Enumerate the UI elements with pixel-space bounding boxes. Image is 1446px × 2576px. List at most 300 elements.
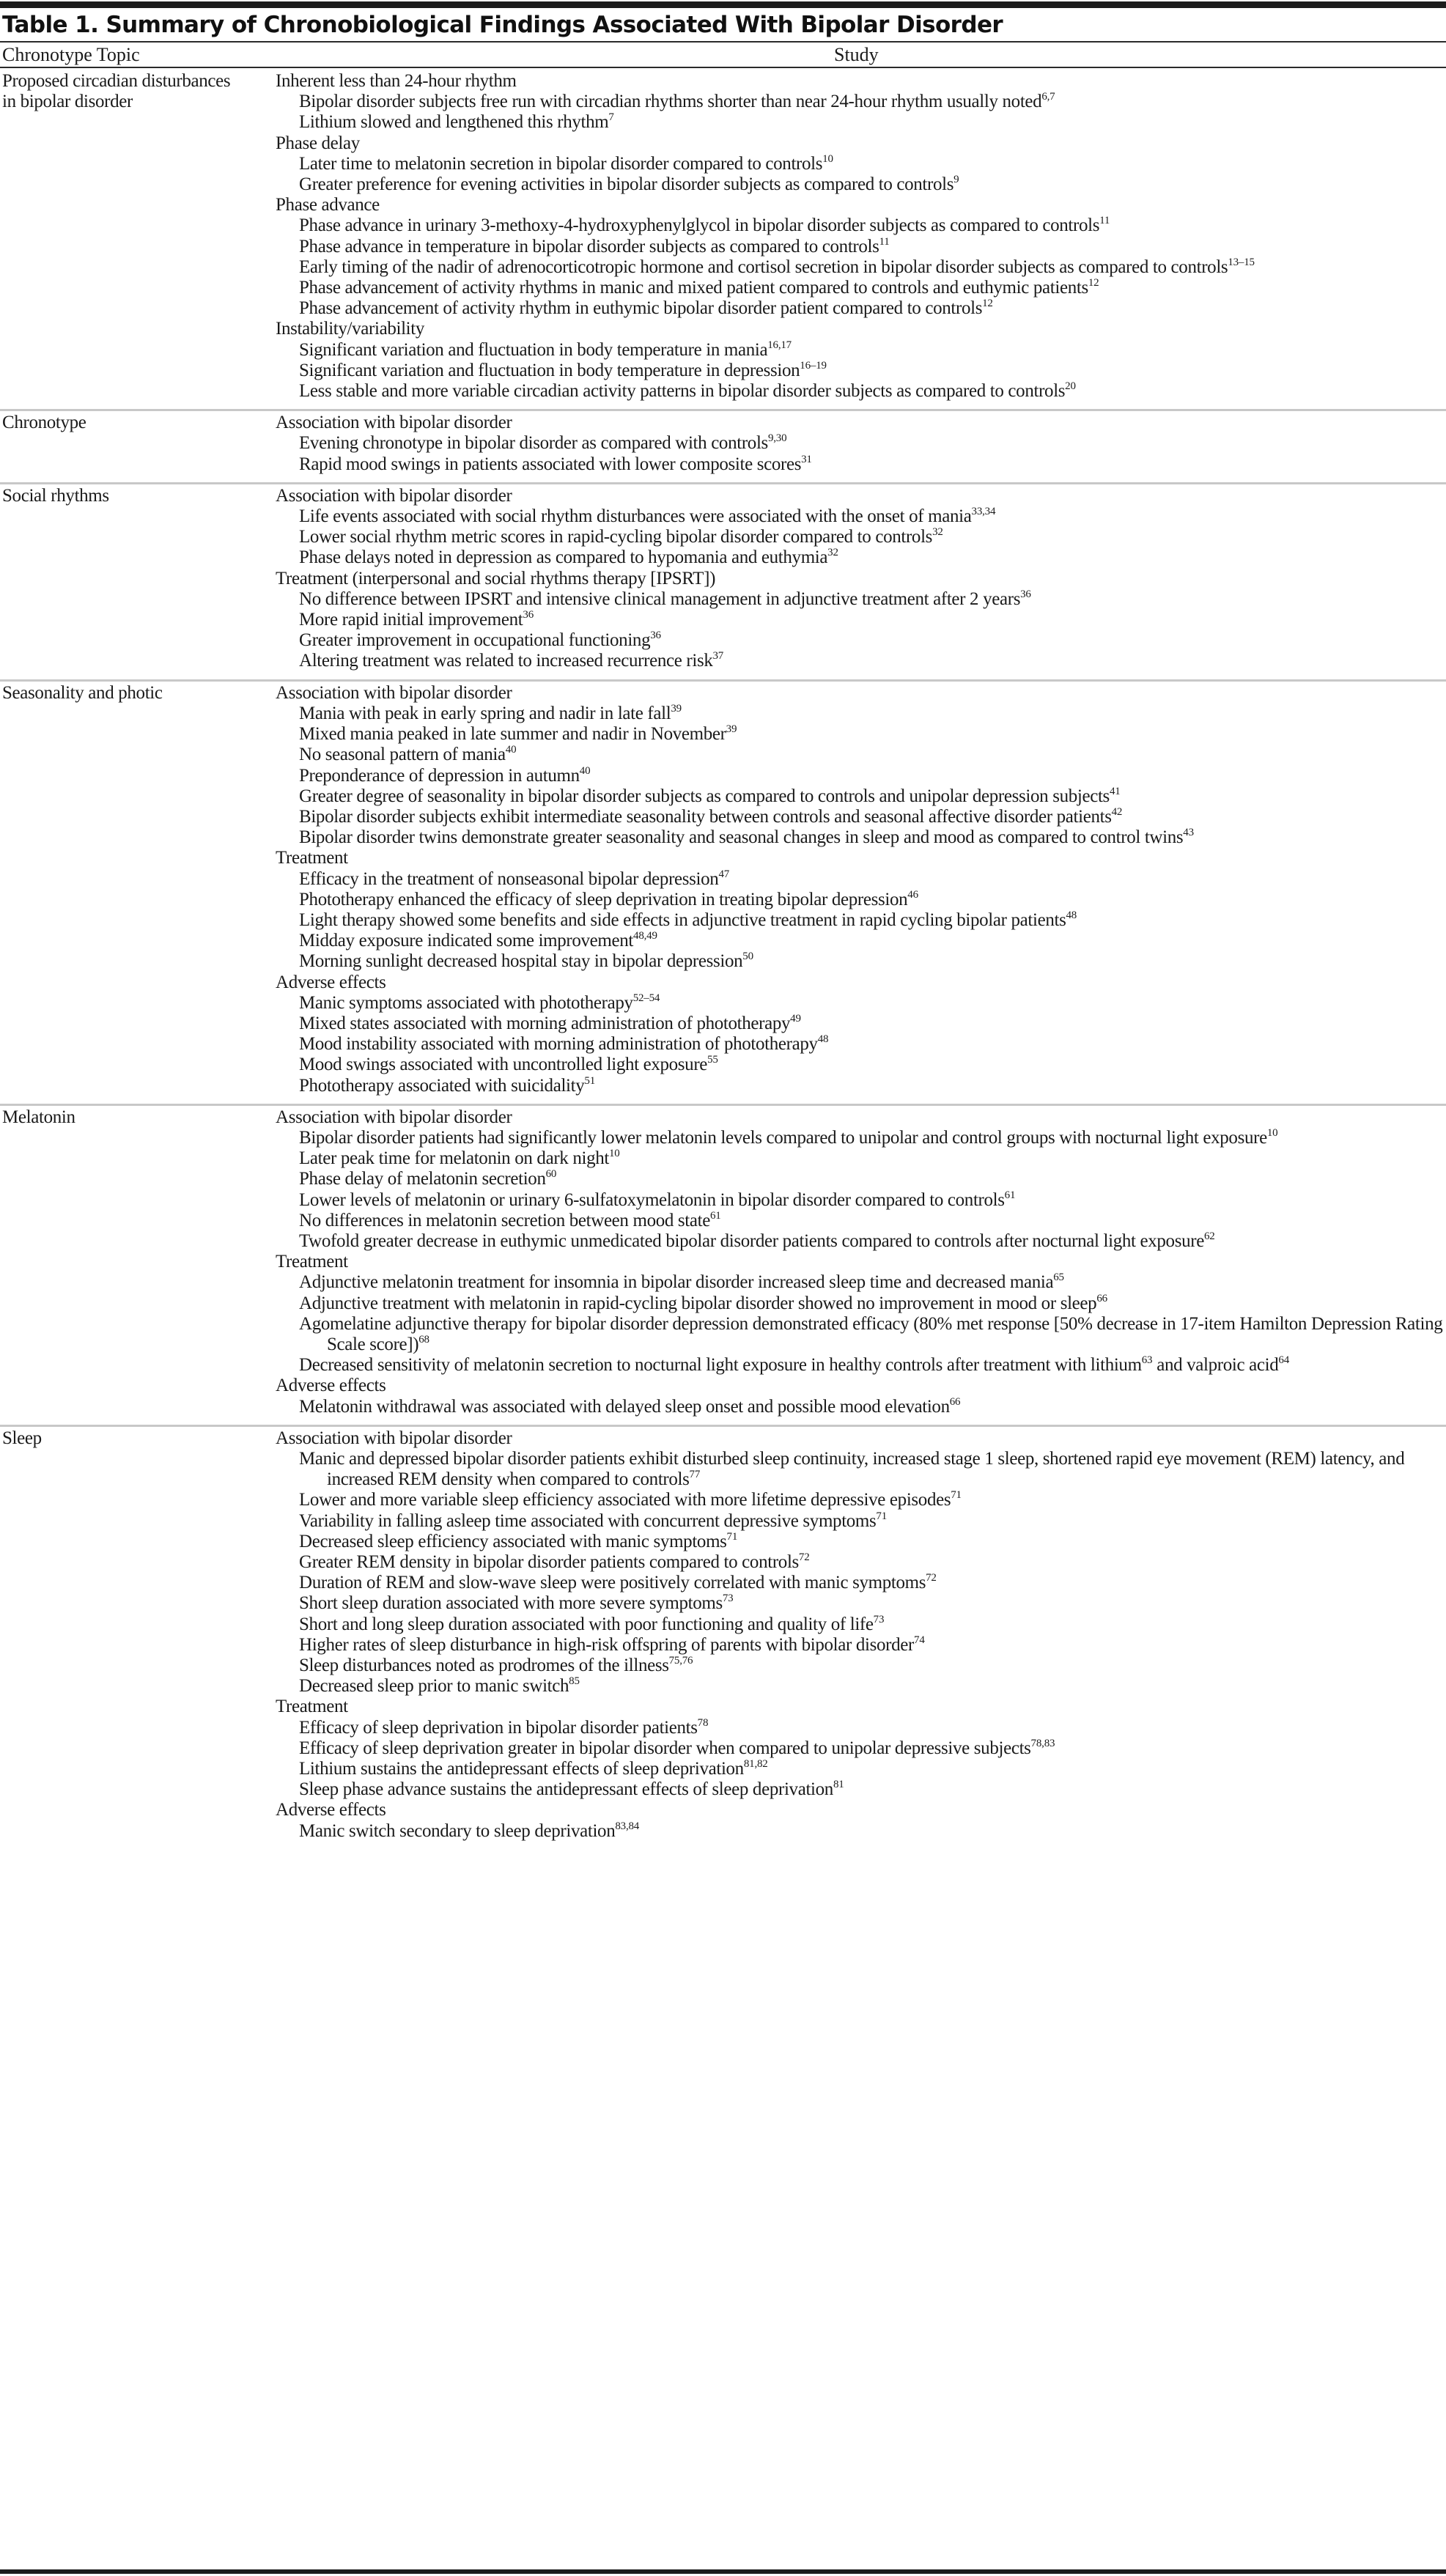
- reference-superscript: 51: [584, 1074, 596, 1087]
- finding-text-block: [299, 704, 682, 724]
- finding-text: Phase advance in temperature in bipolar disorder subjects as compared to controls: [299, 236, 879, 257]
- finding-text: Short and long sleep duration associated with poor functioning and quality of life: [299, 1614, 874, 1634]
- finding-item: [276, 1148, 1446, 1169]
- reference-superscript: 81: [833, 1779, 844, 1791]
- finding-text: Greater degree of seasonality in bipolar disorder subjects as compared to controls and unipolar depression subjects: [299, 786, 1110, 806]
- reference-superscript: 39: [671, 702, 682, 715]
- finding-text: Decreased sleep efficiency associated with manic symptoms: [299, 1531, 727, 1551]
- reference-superscript: 68: [418, 1333, 429, 1346]
- finding-text: Twofold greater decrease in euthymic unmedicated bipolar disorder patients compared to controls after nocturnal light exposure: [299, 1230, 1204, 1251]
- finding-text-block: [299, 1076, 595, 1096]
- finding-text: More rapid initial improvement: [299, 610, 523, 630]
- finding-text-block: [299, 807, 1122, 827]
- finding-item: [276, 340, 1446, 361]
- finding-item: [276, 1128, 1446, 1148]
- finding-text: No difference between IPSRT and intensive clinical management in adjunctive treatment after 2 years: [299, 588, 1021, 609]
- finding-text-block: [299, 1148, 620, 1169]
- finding-item: [276, 827, 1446, 848]
- finding-item: [276, 1552, 1446, 1573]
- finding-text-block: [299, 1532, 737, 1552]
- finding-item: [276, 1231, 1446, 1252]
- topic-cell: [0, 410, 276, 484]
- topic-label: Melatonin: [2, 1107, 75, 1127]
- finding-text: Higher rates of sleep disturbance in high-risk offspring of parents with bipolar disorder: [299, 1634, 915, 1655]
- finding-text-block: [299, 1272, 1064, 1293]
- reference-superscript: 83,84: [615, 1820, 640, 1832]
- finding-text: Morning sunlight decreased hospital stay in bipolar depression: [299, 951, 743, 972]
- reference-superscript: 10: [609, 1148, 620, 1160]
- reference-superscript: 74: [914, 1634, 925, 1646]
- bottom-rule: [0, 2569, 1446, 2574]
- finding-text-block: [299, 610, 534, 630]
- subgroup-heading: Association with bipolar disorder: [276, 485, 512, 506]
- topic-cell: [0, 680, 276, 1104]
- finding-text: Phase advance in urinary 3-methoxy-4-hydroxyphenylglycol in bipolar disorder subjects as compared to controls: [299, 215, 1100, 236]
- finding-item: [276, 1055, 1446, 1075]
- finding-text-block: [299, 993, 660, 1014]
- finding-text: Rapid mood swings in patients associated with lower composite scores: [299, 454, 802, 474]
- finding-item: [276, 215, 1446, 236]
- subgroup-heading: Inherent less than 24-hour rhythm: [276, 71, 517, 91]
- finding-text-block: [299, 1676, 580, 1697]
- study-cell: [276, 410, 1446, 484]
- finding-text: Evening chronotype in bipolar disorder as compared with controls: [299, 433, 768, 454]
- reference-superscript: 62: [1203, 1230, 1215, 1242]
- finding-text-block: [299, 1738, 1055, 1759]
- finding-item: [276, 630, 1446, 651]
- reference-superscript: 31: [801, 453, 812, 465]
- table-body: [0, 70, 1446, 1849]
- reference-superscript: 41: [1109, 785, 1121, 797]
- reference-superscript: 71: [726, 1530, 738, 1543]
- finding-item: [276, 1449, 1446, 1490]
- subgroup-heading: Phase advance: [276, 195, 380, 215]
- finding-item: [276, 1490, 1446, 1510]
- finding-text-block: [299, 1821, 639, 1842]
- finding-text-block: [299, 1593, 733, 1614]
- finding-item: [276, 1211, 1446, 1231]
- finding-item: [276, 361, 1446, 381]
- finding-text: Phototherapy enhanced the efficacy of sleep deprivation in treating bipolar depression: [299, 889, 908, 909]
- finding-text-block: [299, 547, 838, 568]
- finding-text: No seasonal pattern of mania: [299, 745, 506, 765]
- table-row: [0, 1104, 1446, 1425]
- reference-superscript: 49: [790, 1012, 801, 1025]
- finding-text-block: [299, 1211, 721, 1231]
- finding-text-block: [299, 1759, 768, 1779]
- finding-text: Greater REM density in bipolar disorder patients compared to controls: [299, 1552, 799, 1573]
- finding-text: Agomelatine adjunctive therapy for bipolar disorder depression demonstrated efficacy (80% met response [50% decrease in 17-item Hamilton Depression Rating Scale score]): [299, 1313, 1443, 1354]
- finding-text: Preponderance of depression in autumn: [299, 765, 580, 786]
- finding-text-block: [299, 1293, 1107, 1314]
- subgroup-heading: Association with bipolar disorder: [276, 1107, 512, 1127]
- reference-superscript: 72: [926, 1572, 937, 1584]
- finding-text: Phase advancement of activity rhythms in manic and mixed patient compared to controls and euthymic patients: [299, 278, 1088, 298]
- finding-item: [276, 1718, 1446, 1738]
- finding-text: Manic switch secondary to sleep deprivation: [299, 1820, 616, 1841]
- finding-item: [276, 1593, 1446, 1614]
- finding-text-block: [299, 361, 827, 381]
- reference-superscript: 11: [879, 235, 890, 248]
- finding-text: Lithium slowed and lengthened this rhythm: [299, 112, 609, 133]
- reference-superscript: 85: [569, 1675, 580, 1688]
- finding-text-block: [299, 1397, 960, 1417]
- study-cell: [276, 70, 1446, 410]
- finding-item: [276, 1532, 1446, 1552]
- finding-text-block: [299, 630, 661, 651]
- finding-text-block: [299, 651, 723, 671]
- finding-item: [276, 1635, 1446, 1656]
- finding-text: Altering treatment was related to increased recurrence risk: [299, 651, 713, 671]
- finding-text-block: [299, 92, 1055, 112]
- study-cell: [276, 1425, 1446, 1849]
- finding-text: Bipolar disorder twins demonstrate greater seasonality and seasonal changes in sleep and mood as compared to control twins: [299, 827, 1184, 848]
- finding-text: Midday exposure indicated some improvement: [299, 931, 634, 951]
- finding-item: [276, 890, 1446, 910]
- finding-item: [276, 610, 1446, 630]
- finding-item: [276, 651, 1446, 671]
- subgroup-heading: Association with bipolar disorder: [276, 1428, 512, 1448]
- finding-text-block: [299, 112, 614, 133]
- finding-item: [276, 278, 1446, 298]
- finding-text: Significant variation and fluctuation in body temperature in mania: [299, 339, 768, 360]
- finding-text-block: [299, 1779, 844, 1800]
- finding-text: Phase delay of melatonin secretion: [299, 1169, 546, 1189]
- finding-text: Efficacy of sleep deprivation greater in bipolar disorder when compared to unipolar depressive subjects: [299, 1738, 1031, 1758]
- finding-text: Light therapy showed some benefits and side effects in adjunctive treatment in rapid cycling bipolar patients: [299, 909, 1066, 930]
- finding-text: Mixed mania peaked in late summer and nadir in November: [299, 724, 726, 745]
- finding-text-block: [299, 298, 993, 319]
- reference-superscript: 77: [689, 1469, 701, 1481]
- finding-text-block: [299, 278, 1099, 298]
- finding-text: Lithium sustains the antidepressant effects of sleep deprivation: [299, 1759, 744, 1779]
- finding-item: [276, 154, 1446, 174]
- topic-cell: [0, 1104, 276, 1425]
- finding-item: [276, 547, 1446, 568]
- finding-text-block: [299, 827, 1194, 848]
- finding-text: Later time to melatonin secretion in bipolar disorder compared to controls: [299, 153, 823, 174]
- subgroup-heading: Treatment: [276, 1252, 348, 1272]
- subgroup-heading: Treatment: [276, 848, 348, 868]
- finding-text-block: [299, 1055, 718, 1075]
- header-rule: [0, 67, 1446, 68]
- finding-item: [276, 951, 1446, 972]
- reference-superscript: 64: [1278, 1354, 1289, 1367]
- finding-item: [276, 724, 1446, 745]
- subgroup-heading: Association with bipolar disorder: [276, 682, 512, 703]
- finding-text-block: [299, 433, 786, 454]
- reference-superscript: 9,30: [767, 432, 787, 445]
- reference-superscript: 65: [1053, 1272, 1064, 1284]
- top-rule: [0, 1, 1446, 8]
- reference-superscript: 46: [907, 888, 918, 901]
- finding-item: [276, 454, 1446, 475]
- finding-item: [276, 257, 1446, 278]
- reference-superscript: 71: [951, 1489, 962, 1502]
- finding-item: [276, 1076, 1446, 1096]
- finding-item: [276, 506, 1446, 527]
- finding-text-block: [299, 1552, 810, 1573]
- finding-text-block: [299, 910, 1077, 931]
- table-row: [0, 410, 1446, 484]
- finding-item: [276, 869, 1446, 890]
- finding-item: [276, 807, 1446, 827]
- finding-text-block: [299, 890, 918, 910]
- finding-text: Mania with peak in early spring and nadir in late fall: [299, 703, 671, 723]
- finding-text: Sleep disturbances noted as prodromes of the illness: [299, 1656, 669, 1676]
- finding-text: Phototherapy associated with suicidality: [299, 1075, 585, 1096]
- finding-text-block: [299, 1449, 1446, 1490]
- topic-cell: [0, 483, 276, 680]
- subgroup-heading: Treatment (interpersonal and social rhythms therapy [IPSRT]): [276, 568, 716, 588]
- finding-text-block: [299, 174, 959, 195]
- finding-item: [276, 1759, 1446, 1779]
- reference-superscript: 40: [505, 744, 517, 756]
- finding-text-block: [299, 1573, 937, 1593]
- table-row: [0, 70, 1446, 410]
- finding-text: Bipolar disorder patients had significantly lower melatonin levels compared to unipolar and control groups with nocturnal light exposure: [299, 1127, 1267, 1148]
- reference-superscript: 32: [827, 547, 838, 559]
- finding-item: [276, 786, 1446, 807]
- title-rule: [0, 41, 1446, 43]
- column-header-study: Study: [834, 44, 879, 65]
- finding-item: [276, 112, 1446, 133]
- finding-text-block: [299, 154, 833, 174]
- finding-item: [276, 1272, 1446, 1293]
- finding-text: No differences in melatonin secretion between mood state: [299, 1210, 710, 1230]
- finding-text-block: [299, 766, 590, 786]
- finding-item: [276, 910, 1446, 931]
- reference-superscript: 48: [817, 1033, 829, 1046]
- finding-text: Life events associated with social rhythm disturbances were associated with the onset of mania: [299, 506, 972, 527]
- reference-superscript: 36: [650, 630, 661, 642]
- finding-text: Decreased sensitivity of melatonin secretion to nocturnal light exposure in healthy controls after treatment with lithium: [299, 1355, 1142, 1376]
- finding-item: [276, 745, 1446, 765]
- finding-text-block: [299, 1128, 1277, 1148]
- finding-text: Sleep phase advance sustains the antidepressant effects of sleep deprivation: [299, 1779, 833, 1800]
- finding-text: Later peak time for melatonin on dark night: [299, 1148, 609, 1169]
- finding-item: [276, 1779, 1446, 1800]
- reference-superscript: 36: [523, 609, 534, 621]
- table-title: Table 1. Summary of Chronobiological Findings Associated With Bipolar Disorder: [2, 12, 1003, 38]
- reference-superscript: 55: [707, 1054, 718, 1066]
- finding-text-block: [299, 506, 995, 527]
- reference-superscript: 66: [949, 1395, 961, 1408]
- finding-text: Manic symptoms associated with phototherapy: [299, 992, 633, 1013]
- finding-text: Greater preference for evening activities in bipolar disorder subjects as compared to controls: [299, 174, 954, 195]
- finding-text-block: [299, 1169, 556, 1189]
- reference-superscript: 52–54: [632, 992, 660, 1004]
- finding-text: Decreased sleep prior to manic switch: [299, 1676, 569, 1697]
- finding-text: Variability in falling asleep time associated with concurrent depressive symptoms: [299, 1510, 877, 1531]
- reference-superscript: 33,34: [971, 506, 996, 518]
- finding-text-block: [299, 1190, 1015, 1211]
- subgroup-heading: Adverse effects: [276, 1376, 386, 1396]
- finding-text-block: [299, 589, 1031, 610]
- finding-text: Mood swings associated with uncontrolled light exposure: [299, 1055, 708, 1075]
- finding-text-continued: and valproic acid: [1152, 1355, 1279, 1376]
- finding-text-block: [299, 237, 890, 257]
- finding-text-block: [299, 869, 729, 890]
- finding-item: [276, 1656, 1446, 1676]
- topic-cell: [0, 70, 276, 410]
- reference-superscript: 48: [1066, 909, 1077, 921]
- subgroup-heading: Adverse effects: [276, 972, 386, 992]
- finding-text-block: [299, 1014, 801, 1034]
- finding-item: [276, 1355, 1446, 1376]
- reference-superscript: 39: [726, 723, 737, 736]
- finding-text: Greater improvement in occupational functioning: [299, 630, 651, 651]
- study-cell: [276, 1104, 1446, 1425]
- finding-text-block: [299, 257, 1255, 278]
- reference-superscript: 36: [1020, 588, 1031, 600]
- finding-text-block: [299, 1314, 1446, 1355]
- finding-item: [276, 1397, 1446, 1417]
- finding-text-block: [299, 745, 516, 765]
- findings-table: [0, 70, 1446, 1849]
- finding-text: Short sleep duration associated with more severe symptoms: [299, 1593, 723, 1614]
- finding-text: Melatonin withdrawal was associated with delayed sleep onset and possible mood elevation: [299, 1396, 950, 1417]
- topic-label: Seasonality and photic: [2, 682, 163, 703]
- finding-text: Significant variation and fluctuation in body temperature in depression: [299, 360, 800, 380]
- finding-text-block: [299, 1718, 708, 1738]
- finding-item: [276, 433, 1446, 454]
- finding-text-block: [299, 340, 792, 361]
- finding-item: [276, 298, 1446, 319]
- reference-superscript: 48,49: [633, 930, 657, 942]
- finding-text-block: [299, 724, 737, 745]
- reference-superscript: 50: [742, 951, 753, 963]
- reference-superscript: 71: [876, 1510, 888, 1522]
- finding-item: [276, 1169, 1446, 1189]
- finding-text: Phase advancement of activity rhythm in euthymic bipolar disorder patient compared to controls: [299, 298, 983, 319]
- topic-label: Social rhythms: [2, 485, 109, 506]
- finding-item: [276, 1614, 1446, 1635]
- finding-item: [276, 1676, 1446, 1697]
- finding-item: [276, 237, 1446, 257]
- reference-superscript: 61: [1004, 1189, 1016, 1201]
- finding-text-block: [299, 527, 943, 547]
- table-row: [0, 483, 1446, 680]
- subgroup-heading: Adverse effects: [276, 1800, 386, 1820]
- finding-text: Mood instability associated with morning administration of phototherapy: [299, 1034, 818, 1055]
- finding-text-block: [299, 1034, 828, 1055]
- finding-text: Bipolar disorder subjects exhibit intermediate seasonality between controls and seasonal affective disorder patients: [299, 806, 1112, 827]
- table-row: [0, 680, 1446, 1104]
- finding-text: Adjunctive melatonin treatment for insomnia in bipolar disorder increased sleep time and decreased mania: [299, 1272, 1054, 1293]
- reference-superscript: 10: [822, 152, 833, 165]
- subgroup-heading: Treatment: [276, 1697, 348, 1717]
- finding-text: Phase delays noted in depression as compared to hypomania and euthymia: [299, 547, 828, 568]
- subgroup-heading: Instability/variability: [276, 319, 425, 339]
- finding-text: Bipolar disorder subjects free run with circadian rhythms shorter than near 24-hour rhythm usually noted: [299, 92, 1042, 112]
- finding-text-block: [299, 951, 753, 972]
- finding-text: Duration of REM and slow-wave sleep were positively correlated with manic symptoms: [299, 1573, 926, 1593]
- reference-superscript: 43: [1183, 827, 1194, 839]
- topic-cell: [0, 1425, 276, 1849]
- finding-text-block: [299, 454, 812, 475]
- finding-item: [276, 1293, 1446, 1314]
- reference-superscript: 40: [579, 764, 591, 777]
- table-row: [0, 1425, 1446, 1849]
- topic-label: Chronotype: [2, 413, 86, 433]
- finding-item: [276, 993, 1446, 1014]
- reference-superscript: 78: [697, 1716, 709, 1729]
- reference-superscript: 73: [722, 1593, 734, 1605]
- reference-superscript: 12: [982, 298, 993, 310]
- finding-text-block: [299, 1656, 693, 1676]
- topic-label: Proposed circadian disturbances in bipolar disorder: [2, 71, 231, 112]
- finding-item: [276, 766, 1446, 786]
- finding-text: Lower levels of melatonin or urinary 6-sulfatoxymelatonin in bipolar disorder compared to controls: [299, 1189, 1005, 1210]
- study-cell: [276, 680, 1446, 1104]
- finding-text: Lower social rhythm metric scores in rapid-cycling bipolar disorder compared to controls: [299, 527, 933, 547]
- finding-item: [276, 1511, 1446, 1532]
- reference-superscript: 9: [953, 174, 959, 186]
- reference-superscript: 32: [932, 526, 943, 539]
- finding-text-block: [299, 1231, 1215, 1252]
- finding-item: [276, 1314, 1446, 1355]
- finding-item: [276, 174, 1446, 195]
- finding-text: Early timing of the nadir of adrenocorticotropic hormone and cortisol secretion in bipolar disorder subjects as compared to controls: [299, 257, 1228, 277]
- finding-text-block: [299, 931, 657, 951]
- reference-superscript: 73: [873, 1613, 885, 1625]
- finding-text-block: [299, 1635, 925, 1656]
- topic-label: Sleep: [2, 1428, 42, 1448]
- finding-item: [276, 1034, 1446, 1055]
- column-header-topic: Chronotype Topic: [2, 44, 140, 65]
- study-cell: [276, 483, 1446, 680]
- finding-text-block: [299, 215, 1110, 236]
- finding-item: [276, 704, 1446, 724]
- reference-superscript: 37: [712, 650, 724, 663]
- finding-text-block: [299, 786, 1121, 807]
- reference-superscript: 7: [608, 111, 614, 124]
- reference-superscript: 16–19: [800, 359, 827, 372]
- reference-superscript: 66: [1096, 1292, 1107, 1304]
- finding-text-block: [299, 1490, 962, 1510]
- finding-item: [276, 1014, 1446, 1034]
- reference-superscript: 81,82: [743, 1758, 768, 1771]
- finding-item: [276, 1738, 1446, 1759]
- reference-superscript: 6,7: [1041, 91, 1055, 103]
- finding-text: Manic and depressed bipolar disorder patients exhibit disturbed sleep continuity, increased stage 1 sleep, shortened rapid eye movement (REM) latency, and increased REM density when compared to controls: [299, 1449, 1405, 1490]
- finding-text: Efficacy of sleep deprivation in bipolar disorder patients: [299, 1717, 698, 1738]
- reference-superscript: 20: [1065, 380, 1076, 393]
- finding-text-block: [299, 381, 1076, 402]
- subgroup-heading: Association with bipolar disorder: [276, 413, 512, 433]
- reference-superscript: 75,76: [668, 1655, 693, 1667]
- finding-item: [276, 1573, 1446, 1593]
- reference-superscript: 78,83: [1030, 1737, 1055, 1749]
- reference-superscript: 60: [545, 1168, 557, 1181]
- finding-text: Mixed states associated with morning administration of phototherapy: [299, 1013, 791, 1033]
- finding-text-block: [299, 1355, 1289, 1376]
- finding-item: [276, 589, 1446, 610]
- reference-superscript: 42: [1111, 805, 1123, 818]
- reference-superscript: 61: [710, 1209, 721, 1222]
- reference-superscript: 47: [718, 868, 730, 880]
- subgroup-heading: Phase delay: [276, 133, 360, 153]
- finding-item: [276, 931, 1446, 951]
- finding-item: [276, 1190, 1446, 1211]
- reference-superscript: 13–15: [1228, 256, 1255, 268]
- finding-text-block: [299, 1614, 884, 1635]
- finding-item: [276, 92, 1446, 112]
- reference-superscript: 11: [1099, 215, 1110, 227]
- reference-superscript: 72: [798, 1551, 810, 1564]
- finding-item: [276, 527, 1446, 547]
